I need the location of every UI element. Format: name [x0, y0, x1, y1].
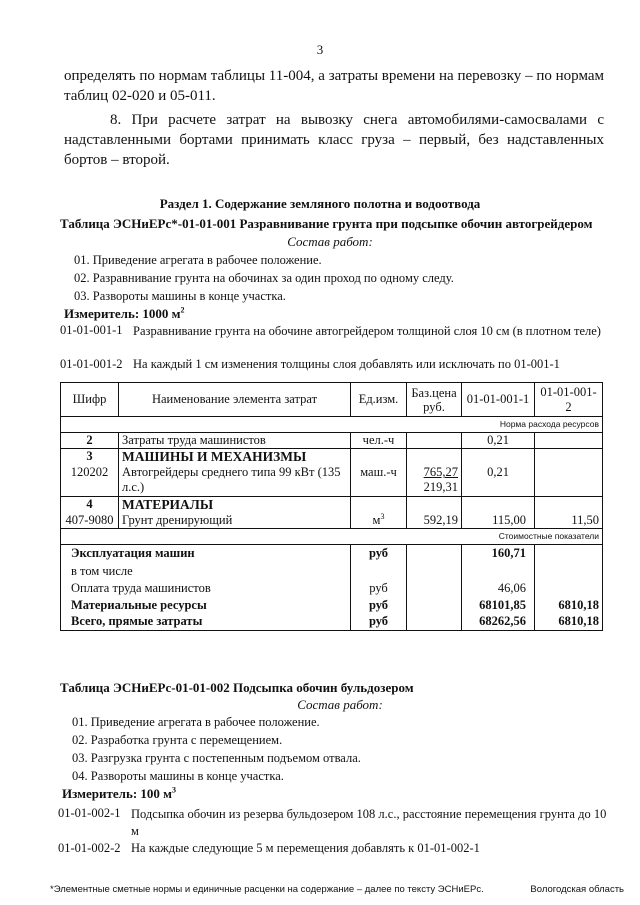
- total-unit: руб: [351, 580, 407, 597]
- table2-work-heading: Состав работ:: [297, 697, 383, 712]
- table2-code-desc: На каждые следующие 5 м перемещения добавлять к 01-01-002-1: [131, 841, 480, 855]
- row-code: 120202: [61, 465, 119, 497]
- total-value: 68262,56: [462, 614, 535, 631]
- header-price: Баз.цена руб.: [407, 383, 462, 417]
- total-label: в том числе: [61, 563, 351, 580]
- row-value: 0,21: [462, 465, 535, 497]
- total-unit: руб: [351, 545, 407, 563]
- table1-title: Таблица ЭСНиЕРс*-01-01-001 Разравнивание грунта при подсыпке обочин автогрейдером: [60, 216, 593, 231]
- norms-table: [60, 382, 603, 631]
- cost-caption-row: [61, 529, 603, 545]
- total-value: 6810,18: [535, 597, 603, 614]
- norm-caption: Норма расхода ресурсов: [462, 417, 603, 433]
- row-unit: маш.-ч: [351, 465, 407, 497]
- table2-work-item: 02. Разработка грунта с перемещением.: [72, 733, 283, 747]
- table1-code-desc: Разравнивание грунта на обочине автогрейдером толщиной слоя 10 см (в плотном теле): [133, 324, 601, 338]
- cost-caption: Стоимостные показатели: [462, 529, 603, 545]
- row-value: 11,50: [535, 513, 603, 529]
- table1-meter: Измеритель: 1000 $м^2$: [64, 305, 185, 321]
- total-label: Всего, прямые затраты: [61, 614, 351, 631]
- total-label: Материальные ресурсы: [61, 597, 351, 614]
- total-row: [61, 563, 603, 580]
- total-label: Эксплуатация машин: [61, 545, 351, 563]
- row-price: 592,19: [407, 513, 462, 529]
- row-value: 0,21: [462, 433, 535, 449]
- table2-work-item: 03. Разгрузка грунта с постепенным подъемом отвала.: [72, 751, 361, 765]
- table-row: [61, 465, 603, 497]
- total-row: [61, 545, 603, 563]
- table-row: [61, 433, 603, 449]
- table1-work-item: 01. Приведение агрегата в рабочее положение.: [74, 253, 322, 267]
- table2-work-item: 04. Развороты машины в конце участка.: [72, 769, 284, 783]
- row-code: 2: [61, 433, 119, 449]
- row-name: Автогрейдеры среднего типа 99 кВт (135 л.с.): [119, 465, 351, 497]
- table1-code-desc: На каждый 1 см изменения толщины слоя добавлять или исключать по 01-001-1: [133, 357, 560, 371]
- section-title: Раздел 1. Содержание земляного полотна и водоотвода: [159, 196, 481, 211]
- footer-region: Вологодская область: [530, 884, 624, 895]
- table2-meter: Измеритель: 100 $м^3$: [62, 785, 177, 801]
- row-code: 4: [61, 497, 119, 513]
- row-name: Грунт дренирующий: [119, 513, 351, 529]
- total-value: 68101,85: [462, 597, 535, 614]
- table2-code-desc: Подсыпка обочин из резерва бульдозером 108 л.с., расстояние перемещения грунта до 10 м: [131, 807, 607, 838]
- row-name: Затраты труда машинистов: [119, 433, 351, 449]
- row-code: 407-9080: [61, 513, 119, 529]
- table2-work-item: 01. Приведение агрегата в рабочее положение.: [72, 715, 320, 729]
- row-name: МАШИНЫ И МЕХАНИЗМЫ: [119, 449, 351, 465]
- total-row: [61, 614, 603, 631]
- table-header-row: [61, 383, 603, 417]
- table1-code: 01-01-001-2: [60, 357, 123, 371]
- total-label: Оплата труда машинистов: [61, 580, 351, 597]
- table1-work-heading: Состав работ:: [287, 234, 373, 249]
- table1-work-item: 03. Развороты машины в конце участка.: [74, 289, 286, 303]
- page-number: 3: [316, 42, 324, 57]
- table-row: [61, 449, 603, 465]
- total-unit: руб: [351, 597, 407, 614]
- header-code: Шифр: [61, 383, 119, 417]
- table1-work-item: 02. Разравнивание грунта на обочинах за один проход по одному следу.: [74, 271, 454, 285]
- total-value: 46,06: [462, 580, 535, 597]
- header-col2: 01-01-001-2: [535, 383, 603, 417]
- paragraph-8: 8. При расчете затрат на вывозку снега автомобилями-самосвалами с надставленными бортами принимать класс груза – первый, без надставленных бортов – второй.: [64, 112, 604, 168]
- header-name: Наименование элемента затрат: [119, 383, 351, 417]
- footnote: *Элементные сметные нормы и единичные расценки на содержание – далее по тексту ЭСНиЕРс.: [50, 884, 484, 895]
- total-unit: руб: [351, 614, 407, 631]
- table-row: [61, 497, 603, 513]
- table2-code: 01-01-002-2: [58, 841, 121, 855]
- header-col1: 01-01-001-1: [462, 383, 535, 417]
- total-row: [61, 597, 603, 614]
- header-unit: Ед.изм.: [351, 383, 407, 417]
- table2-title: Таблица ЭСНиЕРс-01-01-002 Подсыпка обочин бульдозером: [60, 680, 414, 695]
- total-value: 6810,18: [535, 614, 603, 631]
- row-unit: $м^3$: [351, 513, 407, 529]
- table-row: [61, 513, 603, 529]
- row-code: 3: [61, 449, 119, 465]
- norm-caption-row: [61, 417, 603, 433]
- table1-code: 01-01-001-1: [60, 323, 123, 337]
- table2-code: 01-01-002-1: [58, 806, 121, 820]
- row-name: МАТЕРИАЛЫ: [119, 497, 351, 513]
- row-value: 115,00: [462, 513, 535, 529]
- total-row: [61, 580, 603, 597]
- row-price: 765,27 219,31: [407, 465, 462, 497]
- row-unit: чел.-ч: [351, 433, 407, 449]
- total-value: 160,71: [462, 545, 535, 563]
- intro-line: определять по нормам таблицы 11-004, а затраты времени на перевозку – по нормам таблиц 02-020 и 05-011.: [64, 68, 604, 104]
